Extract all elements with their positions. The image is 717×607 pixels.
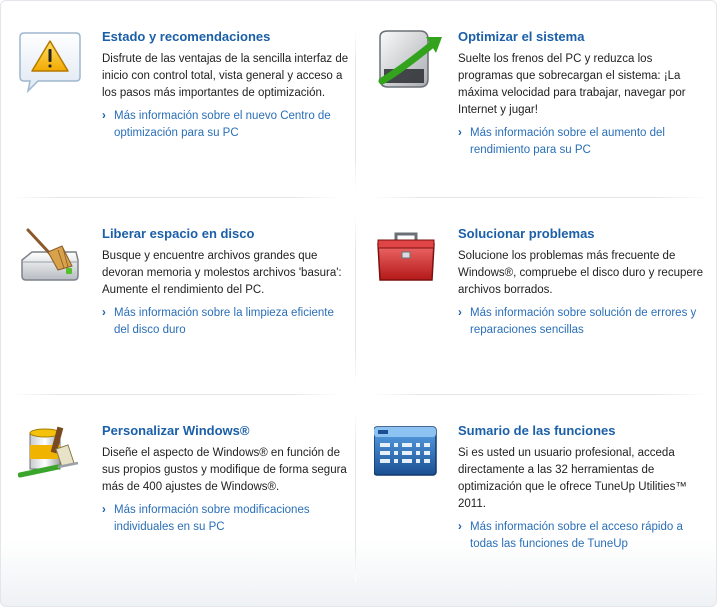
link-label: Más información sobre la limpieza eficiente del disco duro	[114, 307, 334, 336]
speed-up-icon	[374, 29, 444, 99]
column-divider	[355, 412, 356, 582]
card-description: Disfrute de las ventajas de la sencilla interfaz de inicio con control total, vista general y acceso a los pasos más importantes de optimización.	[102, 53, 349, 99]
card-description: Solucione los problemas más frecuente de Windows®, compruebe el disco duro y recupere archivos borrados.	[458, 250, 703, 296]
card-description: Si es usted un usuario profesional, acceda directamente a las 32 herramientas de optimización que le ofrece TuneUp Utilities™ 2011.	[458, 447, 687, 510]
more-info-link[interactable]	[458, 305, 708, 339]
column-divider	[355, 30, 356, 190]
paint-brush-icon	[18, 423, 88, 493]
toolbox-icon	[374, 226, 444, 296]
more-info-link[interactable]	[102, 502, 352, 536]
card-description: Busque y encuentre archivos grandes que devoran memoria y molestos archivos 'basura': Aumente el rendimiento del PC.	[102, 250, 342, 296]
more-info-link[interactable]	[102, 305, 352, 339]
link-label: Más información sobre el nuevo Centro de optimización para su PC	[114, 110, 331, 139]
link-label: Más información sobre el aumento del rendimiento para su PC	[470, 127, 665, 156]
card-title: Liberar espacio en disco	[102, 226, 255, 241]
card-title: Optimizar el sistema	[458, 29, 585, 44]
more-info-link[interactable]	[102, 108, 352, 142]
card-title: Solucionar problemas	[458, 226, 595, 241]
link-label: Más información sobre el acceso rápido a todas las funciones de TuneUp	[470, 521, 683, 550]
chevron-right-icon: ›	[458, 127, 462, 139]
card-title: Estado y recomendaciones	[102, 29, 271, 44]
functions-grid-icon	[374, 423, 444, 493]
link-label: Más información sobre modificaciones individuales en su PC	[114, 504, 310, 533]
more-info-link[interactable]	[458, 519, 708, 553]
card-description: Suelte los frenos del PC y reduzca los programas que sobrecargan el sistema: ¡La máxima velocidad para trabajar, navegar por Internet y jugar!	[458, 53, 686, 116]
chevron-right-icon: ›	[458, 521, 462, 533]
card-description: Diseñe el aspecto de Windows® en función de sus propios gustos y modifique de forma segura más de 400 ajustes de Windows®.	[102, 447, 347, 493]
chevron-right-icon: ›	[102, 504, 106, 516]
link-label: Más información sobre solución de errores y reparaciones sencillas	[470, 307, 697, 336]
row-divider	[372, 197, 707, 198]
card-title: Personalizar Windows®	[102, 423, 250, 438]
column-divider	[355, 215, 356, 385]
row-divider	[10, 394, 340, 395]
broom-disk-icon	[18, 226, 88, 296]
more-info-link[interactable]	[458, 125, 708, 159]
chevron-right-icon: ›	[102, 307, 106, 319]
row-divider	[10, 197, 340, 198]
warning-icon	[18, 29, 88, 99]
chevron-right-icon: ›	[102, 110, 106, 122]
chevron-right-icon: ›	[458, 307, 462, 319]
card-title: Sumario de las funciones	[458, 423, 616, 438]
row-divider	[372, 394, 707, 395]
